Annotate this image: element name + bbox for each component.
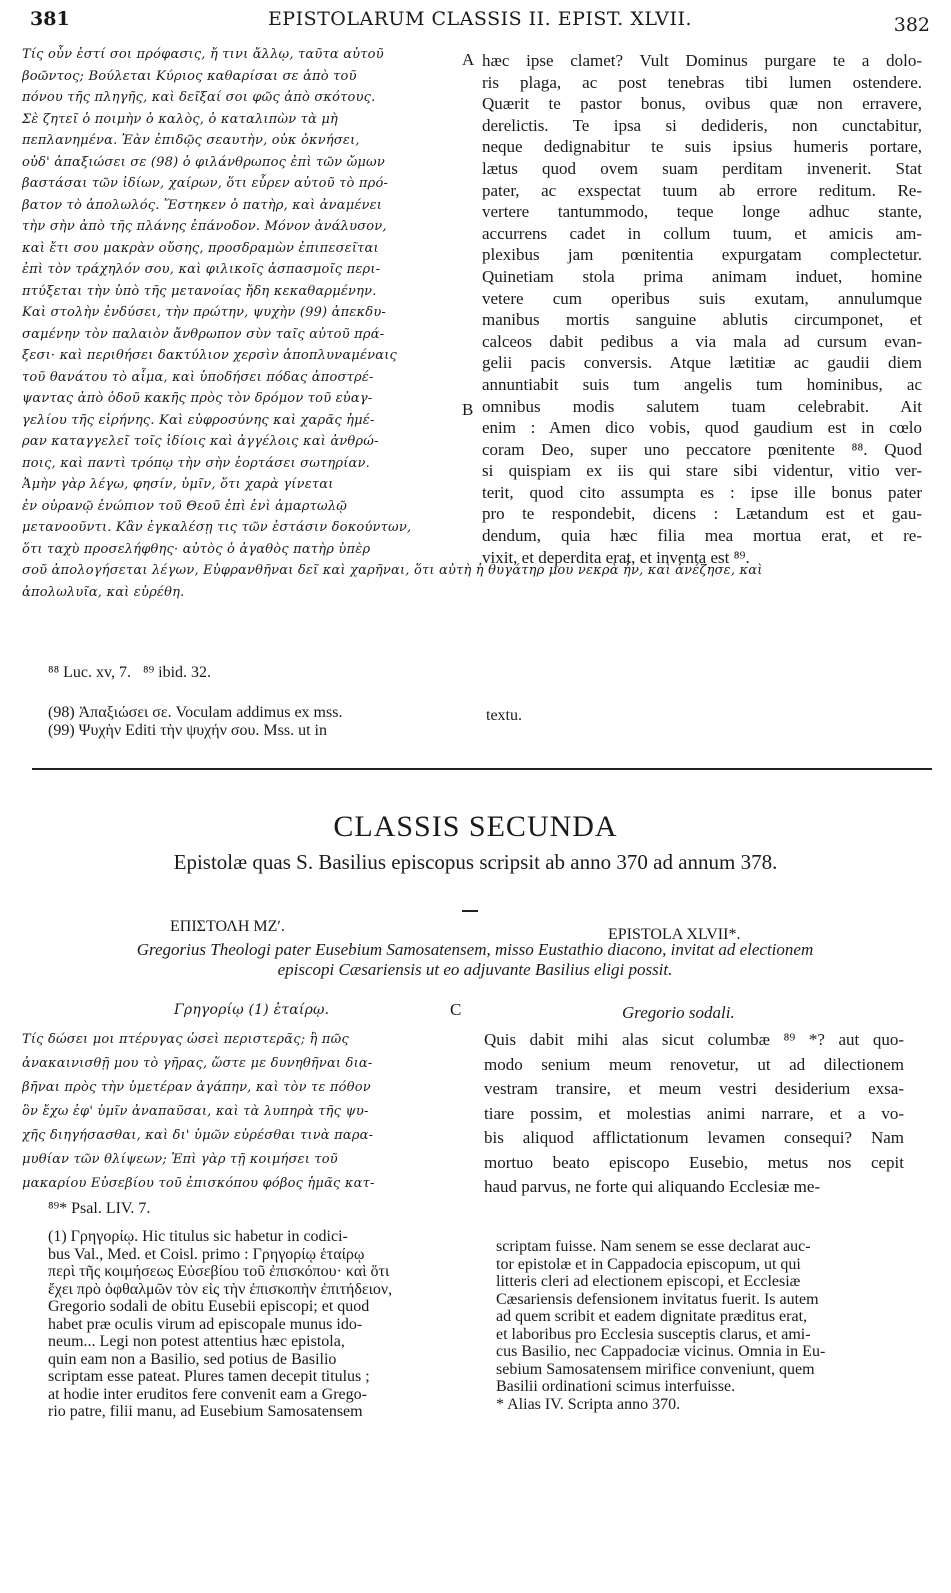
greek-text-line: ποις, καὶ παντὶ τρόπῳ τὴν σὴν ἑορτάσει σωτηρίαν. [22, 455, 370, 471]
greek-letter-title: ΕΠΙΣΤΟΛΗ ΜΖʹ. [170, 918, 285, 935]
letter-summary [40, 940, 910, 980]
latin-text-line: lætus quod ovem suam perditam invenerit. Stat [482, 158, 922, 178]
latin-text-line: gelii pacis conversis. Atque lætitiæ ac gaudii diem [482, 353, 922, 373]
footnote-line: Gregorio sodali de obitu Eusebii episcopi; et quod [48, 1298, 370, 1315]
latin-text-line: derelictis. Te ipsa si dedideris, non cunctabitur, [482, 115, 922, 135]
greek-text-line: πτύξεται τὴν ὑπὸ τῆς μετανοίας ἤδη κεκαθαρμένην. [22, 283, 377, 299]
running-head [30, 8, 930, 38]
footnote-line: et laboribus pro Ecclesia susceptis clarus, et ami- [496, 1325, 811, 1343]
latin-text-line: ris plaga, ac post tenebras tibi lumen ostendere. [482, 72, 922, 92]
footnote-line: ad quem scribit et eadem dignitate præditus erat, [496, 1308, 808, 1325]
footnote-line: sebium Samosatensem mirifice conveniunt, quem [496, 1360, 815, 1378]
greek-text-line: ὃν ἔχω ἐφ' ὑμῖν ἀναπαῦσαι, καὶ τὰ λυπηρὰ τῆς ψυ- [22, 1104, 369, 1119]
greek-text-line: βῆναι πρὸς τὴν ὑμετέραν ἀγάπην, καὶ τὸν τε πόθον [22, 1080, 371, 1095]
latin-text-line: bis aliquod afflictationum levamen consequi? Nam [484, 1128, 904, 1147]
latin-text-line: neque dedignabitur te suis ipsius humeris portare, [482, 137, 922, 157]
greek-text-line: τοῦ θανάτου τὸ αἷμα, καὶ ὑποδήσει πόδας ἀποστρέ- [22, 369, 374, 385]
greek-text-line: ἐπὶ τὸν τράχηλόν σου, καὶ φιλικοῖς ἀσπασμοῖς περι- [22, 262, 381, 277]
latin-text-line: annuntiabit suis tum angelis tum hominibus, ac [482, 374, 922, 394]
greek-text-line: γελίου τῆς εἰρήνης. Καὶ εὐφροσύνης καὶ χαρᾶς ἡμέ- [22, 412, 375, 428]
margin-mark-a: A [462, 50, 475, 69]
latin-text-line: Quinetiam stola prima animam induet, homine [482, 266, 922, 286]
summary-line-1: Gregorius Theologi pater Eusebium Samosatensem, misso Eustathio diacono, invitat ad electionem [136, 940, 814, 959]
greek-text-line: χῆς διηγήσασθαι, καὶ δι' ὑμῶν εὑρέσθαι τινὰ παρα- [22, 1128, 374, 1143]
latin-text-line: vetere cum operibus suis exutam, annulumque [482, 288, 922, 308]
latin-text-line: hæc ipse clamet? Vult Dominus purgare te a dolo- [482, 51, 922, 70]
latin-text-line: mortuo beato episcopo Eusebio, metus nos cepit [484, 1152, 904, 1172]
footnote-line: ἔχει πρὸ ὀφθαλμῶν τὸν εἰς τὴν ἐπισκοπὴν ἐπιτήδειον, [48, 1280, 393, 1298]
footnote-line: bus Val., Med. et Coisl. primo : Γρηγορίῳ ἑταίρῳ [48, 1245, 365, 1263]
top-latin-column [482, 50, 922, 568]
greek-text-line: ραν καταγγελεῖ τοῖς ἰδίοις καὶ ἀγγέλοις καὶ ἀνθρώ- [22, 434, 379, 449]
footnote-line: Cæsariensis defensionem invitatus fuerit. Is autem [496, 1290, 819, 1308]
greek-text-line: βαστάσαι τῶν ἰδίων, χαίρων, ὅτι εὗρεν αὐτοῦ τὸ πρό- [22, 176, 389, 191]
page-number-left: 381 [30, 8, 70, 30]
greek-text-line: ἀνακαινισθῇ μου τὸ γῆρας, ὥστε με δυνηθῆναι δια- [22, 1056, 373, 1071]
greek-text-line: μετανοοῦντι. Κἂν ἐγκαλέσῃ τις τῶν ἑστάσιν δοκούντων, [22, 520, 412, 535]
latin-text-line: Quærit te pastor bonus, ovibus quæ non erravere, [482, 94, 922, 114]
latin-text-line: terit, quod cito assumpta es : ipse ille bonus pater [482, 482, 922, 502]
latin-text-line: dendum, quia hæc filia mea mortua erat, et re- [482, 526, 922, 546]
bottom-greek-column [22, 1028, 452, 1196]
greek-text-line: τὴν σὴν ἀπὸ τῆς πλάνης ἐπάνοδον. Μόνον ἀνάλυσον, [22, 219, 387, 234]
latin-text-line: vestram transire, et meum vestri desiderium exsa- [484, 1079, 904, 1098]
latin-letter-title: EPISTOLA XLVII*. [608, 926, 741, 943]
greek-text-line: πεπλανημένα. Ἐὰν ἐπιδῷς σεαυτὴν, οὐκ ὀκνήσει, [22, 133, 360, 148]
latin-text-line: tiare possim, et molestias animi narrare, et a vo- [484, 1103, 904, 1123]
classis-subtitle: Epistolæ quas S. Basilius episcopus scripsit ab anno 370 ad annum 378. [173, 850, 778, 874]
latin-text-line: haud parvus, ne forte qui aliquando Ecclesiæ me- [484, 1177, 821, 1196]
greek-text-line: μυθίαν τῶν θλίψεων; Ἐπὶ γὰρ τῇ κοιμήσει τοῦ [22, 1152, 338, 1167]
footnote-line: litteris cleri ad electionem episcopi, et Ecclesiæ [496, 1273, 801, 1290]
section-divider [32, 768, 932, 770]
footnote-line: neum... Legi non potest attentius hæc epistola, [48, 1333, 345, 1350]
greek-text-line: καὶ ἔτι σου μακρὰν οὔσης, προσδραμὼν ἐπιπεσεῖται [22, 240, 379, 256]
footnote-line: Basilii ordinationi scimus interfuisse. [496, 1378, 736, 1395]
footnote-left-column [48, 1228, 448, 1421]
page-number-right: 382 [893, 14, 930, 36]
greek-text-line: Σὲ ζητεῖ ὁ ποιμὴν ὁ καλὸς, ὁ καταλιπὼν τὰ μὴ [22, 111, 338, 127]
footnote-line: (1) Γρηγορίῳ. Hic titulus sic habetur in codici- [48, 1228, 348, 1245]
latin-text-line: calceos dabit pedibus a via mala ad cursum evan- [482, 331, 922, 351]
greek-text-line: Καὶ στολὴν ἐνδύσει, τὴν πρώτην, ψυχὴν (99) ἀπεκδυ- [22, 305, 387, 320]
margin-mark-b: B [462, 400, 474, 419]
greek-text-line: πόνου τῆς πληγῆς, καὶ δεῖξαί σοι φῶς ἀπὸ σκότους. [22, 90, 376, 105]
running-title: EPISTOLARUM CLASSIS II. EPIST. XLVII. [267, 8, 693, 30]
latin-text-line: omnibus modis salutem tuam celebrabit. Ait [482, 396, 922, 416]
greek-text-line: σοῦ ἀπολογήσεται λέγων, Εὐφρανθῆναι δεῖ καὶ χαρῆναι, ὅτι αὐτὴ ἡ θυγάτηρ μου νεκρὰ ἦν, καὶ ἀνέζησε, καὶ [22, 563, 763, 578]
bottom-latin-column [484, 1028, 904, 1200]
latin-text-line: coram Deo, super uno peccatore pœnitente ⁸⁸. Quod [482, 439, 922, 459]
latin-text-line: accurrens cadet in collum tuum, et amicis am- [482, 223, 922, 243]
footnote-line: tor epistolæ et in Cappadocia episcopum, ut qui [496, 1255, 801, 1273]
footnote-line: * Alias IV. Scripta anno 370. [496, 1395, 681, 1413]
greek-text-line: βατον τὸ ἀπολωλός. Ἕστηκεν ὁ πατὴρ, καὶ ἀναμένει [22, 197, 383, 213]
note-99-continued: textu. [486, 707, 522, 724]
greek-text-line: Τίς οὖν ἐστί σοι πρόφασις, ἤ τινι ἄλλῳ, ταῦτα αὐτοῦ [22, 47, 384, 62]
latin-text-line: enim : Amen dico vobis, quod gaudium est in cœlo [482, 418, 922, 438]
greek-text-line: ἀπολωλυῖα, καὶ εὑρέθη. [22, 584, 185, 600]
footnote-line: habet præ oculis virum ad episcopale munus ido- [48, 1315, 363, 1333]
latin-text-line: vixit, et deperdita erat, et inventa est ⁸⁹. [482, 547, 750, 567]
footnote-line: cus Basilio, nec Cappadociæ vicinus. Omnia in Eu- [496, 1343, 826, 1360]
note-98: (98) Ἀπαξιώσει σε. Voculam addimus ex mss. [48, 704, 343, 721]
footnote-line: rio patre, filii manu, ad Eusebium Samosatensem [48, 1403, 363, 1420]
greek-text-line: σαμένην τὸν παλαιὸν ἄνθρωπον σὺν ταῖς αὐτοῦ πρά- [22, 326, 385, 342]
greek-text-line: βοῶντος; Βούλεται Κύριος καθαρίσαι σε ἀπὸ τοῦ [22, 68, 357, 84]
footnote-right-column [496, 1238, 906, 1413]
classis-title: CLASSIS SECUNDA [333, 810, 618, 843]
greek-text-line: ἐν οὐρανῷ ἐνώπιον τοῦ Θεοῦ ἐπὶ ἑνὶ ἁμαρτωλῷ [22, 498, 348, 514]
greek-text-line: ὅτι ταχὺ προσελήφθης· αὐτὸς ὁ ἀγαθὸς πατὴρ ὑπὲρ [22, 541, 371, 557]
greek-text-line: οὐδ' ἀπαξιώσει σε (98) ὁ φιλάνθρωπος ἐπὶ τῶν ὤμων [22, 154, 385, 170]
greek-text-line: Τίς δώσει μοι πτέρυγας ὡσεὶ περιστερᾶς; ἢ πῶς [22, 1032, 349, 1047]
footnote-line: at hodie inter eruditos fere convenit eam a Grego- [48, 1385, 367, 1403]
footnote-line: scriptam fuisse. Nam senem se esse declarat auc- [496, 1238, 811, 1255]
latin-text-line: manibus mortis sanguine ablutis circumponet, et [482, 310, 922, 330]
latin-salutation: Gregorio sodali. [622, 1003, 735, 1022]
greek-text-line: μακαρίου Εὐσεβίου τοῦ ἐπισκόπου φόβος ἡμᾶς κατ- [22, 1176, 375, 1191]
greek-text-line: ψαντας ἀπὸ ὁδοῦ κακῆς πρὸς τὸν δρόμον τοῦ εὐαγ- [22, 391, 373, 406]
latin-text-line: modo senium meum renovetur, ut ad dilectionem [484, 1054, 904, 1074]
greek-text-line: Ἀμὴν γὰρ λέγω, φησίν, ὑμῖν, ὅτι χαρὰ γίνεται [22, 477, 334, 492]
short-divider [462, 910, 478, 912]
footnote-line: quin eam non a Basilio, sed potius de Basilio [48, 1350, 337, 1368]
latin-text-line: Quis dabit mihi alas sicut columbæ ⁸⁹ *? aut quo- [484, 1030, 904, 1049]
latin-text-line: si quispiam ex iis qui stare sibi videntur, vitio ver- [482, 461, 922, 481]
greek-salutation: Γρηγορίῳ (1) ἑταίρῳ. [174, 1002, 330, 1018]
footnote-line: περὶ τῆς κοιμήσεως Εὐσεβίου τοῦ ἐπισκόπου· καὶ ὅτι [48, 1263, 390, 1280]
latin-text-line: pro te respondebit, dicens : Lætandum est et gau- [482, 504, 922, 524]
margin-mark-c: C [450, 1000, 462, 1019]
top-refs: ⁸⁸ Luc. xv, 7. ⁸⁹ ibid. 32. [48, 664, 212, 681]
greek-text-line: ξεσι· καὶ περιθήσει δακτύλιον χερσὶν ἀποπλυναμέναις [22, 348, 397, 363]
latin-text-line: vertere tantummodo, teque longe adhuc stante, [482, 202, 922, 222]
footnote-line: scriptam esse pateat. Plures tamen decepit titulus ; [48, 1368, 370, 1385]
note-99: (99) Ψυχὴν Editi τὴν ψυχήν σου. Mss. ut in [48, 722, 327, 739]
latin-text-line: plexibus jam pœnitentia expurgatam complectetur. [482, 245, 922, 265]
psal-ref: ⁸⁹* Psal. LIV. 7. [48, 1200, 151, 1217]
summary-line-2: episcopi Cæsariensis ut eo adjuvante Basilius eligi possit. [277, 960, 673, 979]
latin-text-line: pater, ac exspectat tuum ab errore reditum. Re- [482, 180, 922, 200]
